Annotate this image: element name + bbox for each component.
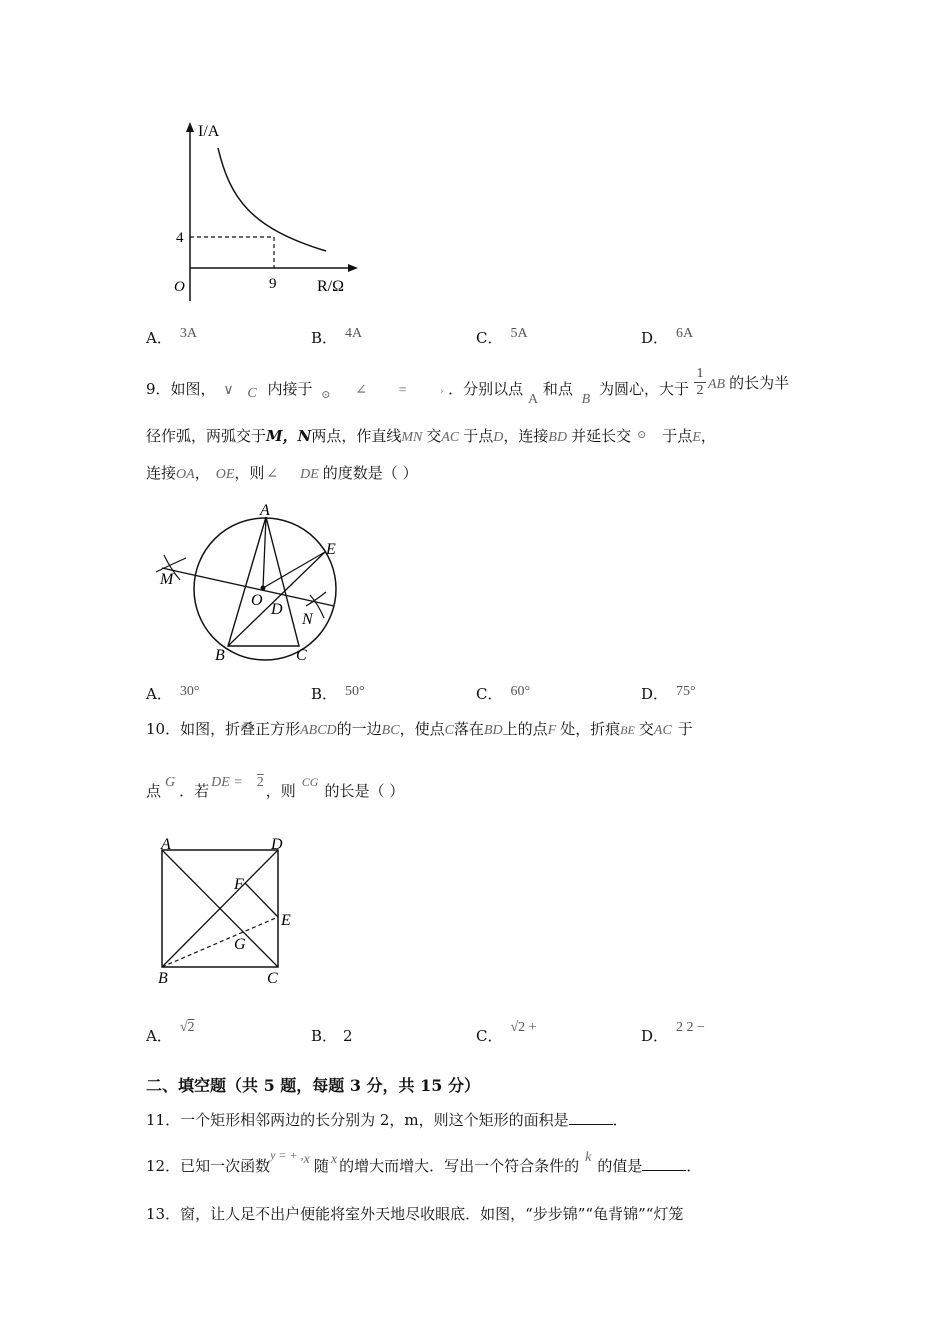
q10-option-c[interactable]: C． √2 + [476, 1020, 537, 1045]
point-label-m: M [160, 571, 174, 588]
figure-q10-square [150, 832, 310, 992]
q9-option-d[interactable]: D． 75° [641, 684, 696, 703]
point-label-a: A [161, 836, 171, 853]
x-axis-label: R/Ω [317, 278, 345, 295]
q8-option-c[interactable]: C． 5A [476, 326, 528, 347]
q11-text: 11．一个矩形相邻两边的长分别为 2，m，则这个矩形的面积是 ． [146, 1111, 628, 1129]
q10-option-d[interactable]: D． 2 2 − [641, 1020, 705, 1045]
point-label-a: A [260, 502, 270, 519]
y-axis-label: I/A [198, 123, 220, 140]
point-label-e: E [281, 912, 291, 929]
q9-option-a[interactable]: A． 30° [146, 684, 200, 703]
point-label-c: C [296, 647, 307, 664]
point-label-d: D [271, 836, 283, 853]
sqrt-icon: √ [179, 1020, 188, 1035]
q9-line-2: 径作弧，两弧交于M，N两点，作直线MN 交AC 于点D，连接BD 并延长交 ⊙ 于点E， [146, 427, 716, 445]
sqrt-icon: √ [510, 1020, 519, 1035]
q12-text: 12．已知一次函数$^{y = + ,}$x 随 x 的增大而增大．写出一个符合条件的 k 的值是 ． [146, 1148, 702, 1175]
x-tick-label: 9 [269, 276, 277, 292]
point-label-g: G [234, 936, 246, 953]
point-label-b: B [158, 970, 168, 987]
q9-line-1: 9．如图， ∨ C 内接于 $_⊙$ ∠ = › ．分别以点 A 和点 B 为圆心，大于 [146, 380, 690, 407]
origin-label: O [174, 279, 185, 295]
q10-option-a[interactable]: A． √2 [146, 1020, 195, 1045]
y-tick-label: 4 [176, 230, 184, 246]
answer-blank[interactable] [642, 1156, 686, 1171]
q9-option-c[interactable]: C． 60° [476, 684, 531, 703]
q8-option-a[interactable]: A． 3A [146, 326, 197, 347]
q9-line-3: 连接OA， OE，则 ∠ DE 的度数是（ ） [146, 464, 418, 482]
figure-q8-hyperbola [150, 118, 360, 303]
q8-option-d[interactable]: D． 6A [641, 326, 694, 347]
section-heading: 二、填空题（共 5 题，每题 3 分，共 15 分） [146, 1076, 480, 1095]
point-label-e: E [326, 541, 336, 558]
q10-line-2: 点 G ．若 DE = 2 ，则 $^{CG}$ 的长是（ ） [146, 775, 405, 800]
point-label-b: B [215, 647, 225, 664]
point-label-n: N [302, 611, 313, 628]
q10-option-b[interactable]: B． 2 [311, 1027, 353, 1045]
answer-blank[interactable] [569, 1110, 613, 1125]
q10-line-1: 10．如图，折叠正方形ABCD的一边BC，使点C落在BD上的点F 处，折痕BE 交AC 于 [146, 720, 693, 738]
point-label-f: F [234, 876, 244, 893]
q9-option-b[interactable]: B． 50° [311, 684, 365, 703]
q9-line-1-end: AB 的长为半 [708, 374, 790, 392]
point-label-o: O [251, 592, 263, 609]
q8-option-b[interactable]: B． 4A [311, 326, 363, 347]
figure-q9-circle [150, 500, 350, 670]
q9-fraction: 1 2 [694, 366, 706, 399]
point-label-c: C [267, 970, 278, 987]
point-label-d: D [271, 601, 283, 618]
q13-text: 13．窗，让人足不出户便能将室外天地尽收眼底．如图，“步步锦”“龟背锦”“灯笼 [146, 1205, 684, 1223]
